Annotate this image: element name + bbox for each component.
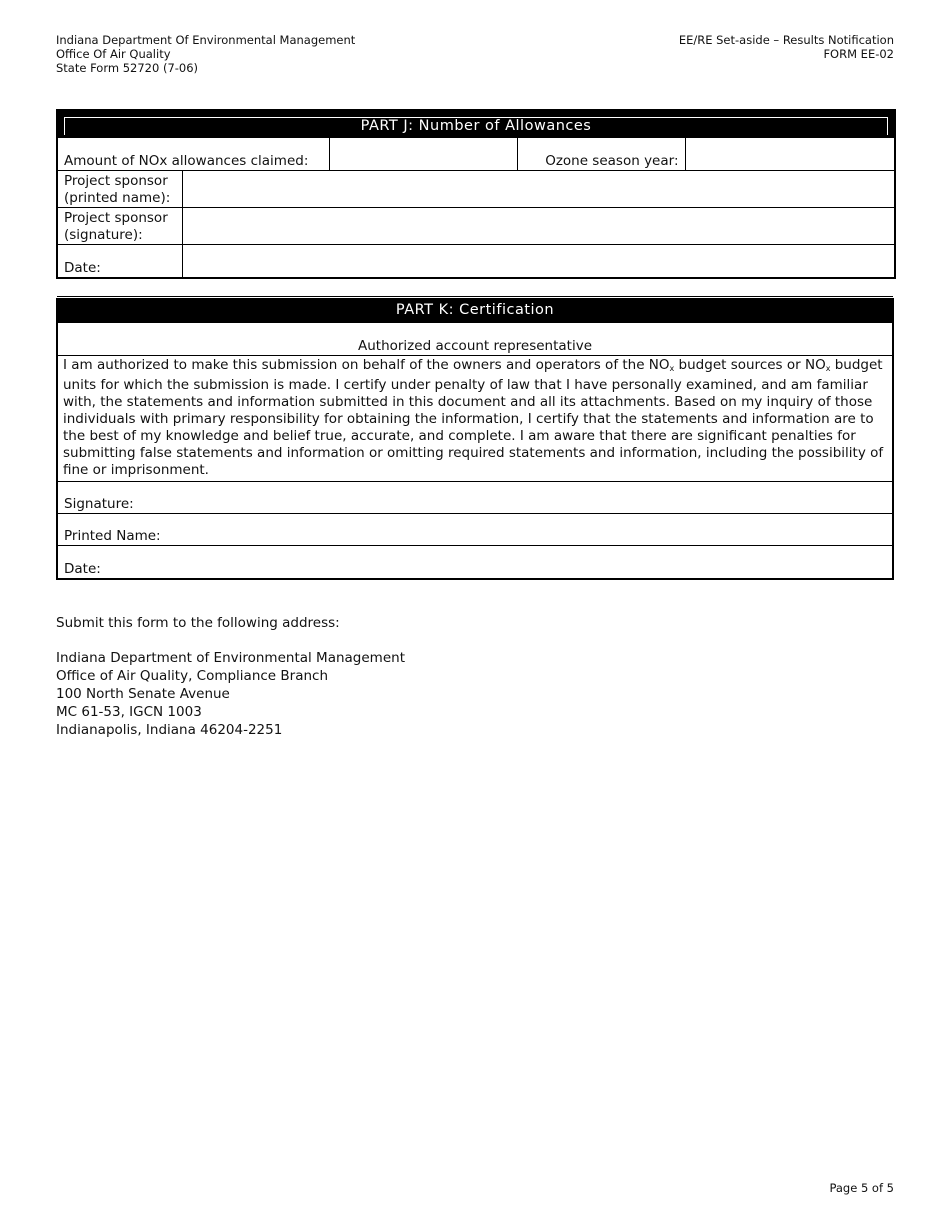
header-agency-block xyxy=(56,33,355,75)
certification-signature-field[interactable] xyxy=(57,482,893,514)
ozone-season-year-field[interactable] xyxy=(685,138,895,171)
header-form-title: EE/RE Set-aside – Results Notification xyxy=(678,33,894,47)
address-line-1: Indiana Department of Environmental Management xyxy=(56,650,405,666)
address-line-3: 100 North Senate Avenue xyxy=(56,686,230,702)
cert-subscript-2: x xyxy=(825,364,831,373)
sponsor-date-label: Date: xyxy=(57,245,182,278)
sponsor-name-label-line1: Project sponsor xyxy=(64,173,168,189)
ozone-season-year-label: Ozone season year: xyxy=(517,138,685,171)
certification-printed-name-label: Printed Name: xyxy=(64,528,161,544)
sponsor-signature-label xyxy=(57,208,182,245)
sponsor-signature-field[interactable] xyxy=(182,208,895,245)
part-j-table xyxy=(56,109,896,279)
header-form-block xyxy=(679,33,894,61)
certification-date-label: Date: xyxy=(64,560,101,577)
cert-text-part2: budget sources or NO xyxy=(674,357,826,373)
sponsor-signature-label-line1: Project sponsor xyxy=(64,210,168,226)
part-j-title-band xyxy=(57,110,895,138)
certification-date-field[interactable] xyxy=(57,546,893,579)
address-line-4: MC 61-53, IGCN 1003 xyxy=(56,704,202,720)
part-k-title: PART K: Certification xyxy=(57,296,893,323)
sponsor-signature-label-line2: (signature): xyxy=(64,227,143,243)
header-form-number: FORM EE-02 xyxy=(823,47,894,61)
certification-statement xyxy=(57,356,893,482)
part-k-table xyxy=(56,294,894,580)
submit-instructions: Submit this form to the following address: xyxy=(56,615,340,631)
header-state-form: State Form 52720 (7-06) xyxy=(56,61,199,75)
page-number: Page 5 of 5 xyxy=(829,1181,894,1195)
part-j-title: PART J: Number of Allowances xyxy=(64,117,888,135)
sponsor-name-field[interactable] xyxy=(182,171,895,208)
nox-allowances-label: Amount of NOx allowances claimed: xyxy=(57,138,329,171)
sponsor-date-field[interactable] xyxy=(182,245,895,278)
sponsor-name-label xyxy=(57,171,182,208)
nox-allowances-field[interactable] xyxy=(329,138,517,171)
address-line-2: Office of Air Quality, Compliance Branch xyxy=(56,668,329,684)
header-office: Office Of Air Quality xyxy=(56,47,171,61)
authorized-rep-heading: Authorized account representative xyxy=(57,323,893,356)
cert-text-body: budget units for which the submission is made. I certify under penalty of law that I have personally examined, and am familiar with, the statements and information submitted in this document and all its attachments. Based on my inquiry of those individuals with primary responsibility for obtaining the information, I certify that the statements and information are to the best of my knowledge and belief true, accurate, and complete. I am aware that there are significant penalties for submitting false statements and information or omitting required statements and information, including the possibility of fine or imprisonment. xyxy=(63,357,884,478)
mailing-address xyxy=(56,649,405,739)
certification-signature-label: Signature: xyxy=(64,496,134,512)
certification-printed-name-field[interactable] xyxy=(57,514,893,546)
cert-text-part1: I am authorized to make this submission on behalf of the owners and operators of the NO xyxy=(63,357,670,373)
cert-subscript-1: x xyxy=(669,364,675,373)
header-agency: Indiana Department Of Environmental Management xyxy=(56,33,356,47)
sponsor-name-label-line2: (printed name): xyxy=(64,190,171,206)
address-line-5: Indianapolis, Indiana 46204-2251 xyxy=(56,722,283,738)
